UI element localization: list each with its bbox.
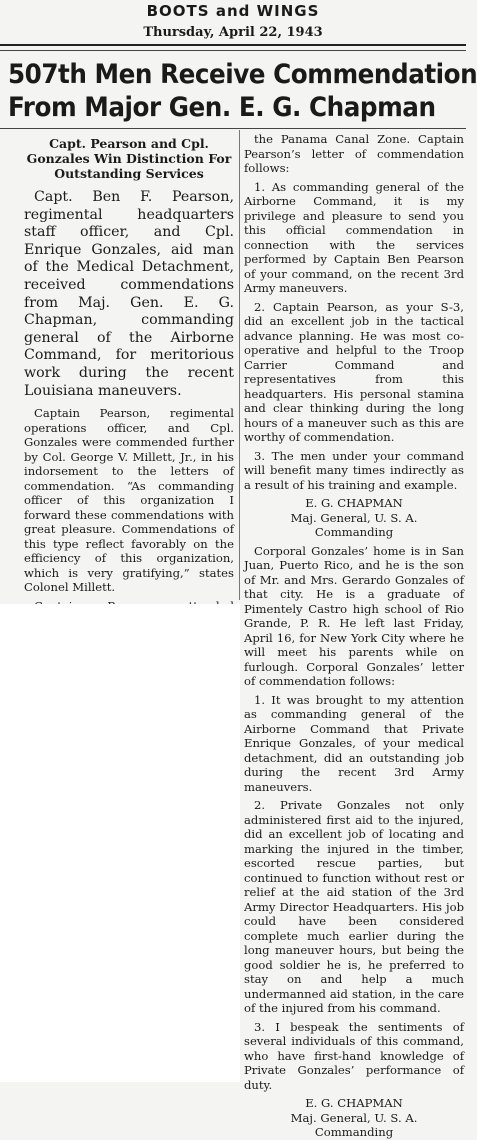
body-paragraph: Captain Pearson, regimental operations officer, and Cpl. Gonzales were commended further by Col. George V. Millett, Jr., in his indorsement to the letters of commendation. “As commanding officer of this organization I forward these commendations with great pleasure. Commendations of this type reflect favorably on the efficiency of this organization, which is very gratifying,” states Colonel Millett. (24, 406, 234, 595)
issue-date: Thursday, April 22, 1943 (143, 25, 323, 40)
signature-title: Commanding (314, 525, 394, 539)
signature-block (244, 1096, 464, 1140)
body-paragraph: Corporal Gonzales’ home is in San Juan, Puerto Rico, and he is the son of Mr. and Mrs. Gerardo Gonzales of that city. He is a graduate of Pimentely Castro high school of Rio Grande, P. R. He left last Friday, April 16, for New York City where he will meet his parents while on furlough. Corporal Gonzales’ letter of commendation follows: (244, 543, 464, 688)
subheadline: Capt. Pearson and Cpl. Gonzales Win Distinction For Outstanding Services (26, 136, 232, 181)
blank-area (0, 604, 240, 1082)
headline-line-2: From Major Gen. E. G. Chapman (8, 92, 436, 123)
signature-title: Commanding (314, 1125, 394, 1139)
letter-paragraph: 2. Captain Pearson, as your S-3, did an excellent job in the tactical advance planning. He was most co-operative and helpful to the Troop Carrier Command and representatives from this headquarters. His personal stamina and clear thinking during the long hours of a maneuver such as this are worthy of commendation. (244, 299, 464, 444)
masthead-rule-thin (0, 50, 466, 51)
body-paragraph: the Panama Canal Zone. Captain Pearson’s letter of commendation follows: (244, 132, 464, 175)
signature-block (244, 496, 464, 540)
lead-paragraph: Capt. Ben F. Pearson, regimental headquarters staff officer, and Cpl. Enrique Gonzales, aid man of the Medical Detachment, received commendations from Maj. Gen. E. G. Chapman, commanding general of the Airborne Command, for meritorious work during the recent Louisiana maneuvers. (24, 189, 234, 399)
letter-paragraph: 1. It was brought to my attention as commanding general of the Airborne Command that Private Enrique Gonzales, of your medical detachment, did an outstanding job during the recent 3rd Army maneuvers. (244, 692, 464, 794)
column-divider (239, 130, 240, 600)
headline-rule (0, 128, 466, 129)
signature-rank: Maj. General, U. S. A. (290, 510, 418, 525)
headline (8, 58, 477, 124)
signature-name: E. G. CHAPMAN (305, 496, 403, 510)
paper-name: BOOTS and WINGS (146, 2, 320, 20)
letter-paragraph: 3. The men under your command will benefit many times indirectly as a result of his training and example. (244, 448, 464, 492)
letter-paragraph: 3. I bespeak the sentiments of several individuals of this command, who have first-hand knowledge of Private Gonzales’ performance of duty. (244, 1019, 464, 1092)
left-column (24, 134, 234, 600)
headline-line-1: 507th Men Receive Commendation (8, 59, 477, 90)
signature-rank: Maj. General, U. S. A. (290, 1110, 418, 1125)
masthead-rule (0, 44, 466, 46)
letter-paragraph: 1. As commanding general of the Airborne Command, it is my privilege and pleasure to send you this official commendation in connection with the services performed by Captain Ben Pearson of your command, on the recent 3rd Army maneuvers. (244, 179, 464, 295)
right-column (244, 132, 464, 1139)
signature-name: E. G. CHAPMAN (305, 1096, 403, 1110)
letter-paragraph: 2. Private Gonzales not only administered first aid to the injured, did an excellent job of locating and marking the injured in the timber, escorted rescue parties, but continued to function without rest or relief at the aid station of the 3rd Army Director Headquarters. His job could have been considered complete much earlier during the long maneuver hours, but being the good soldier he is, he preferred to stay on and help a much undermanned aid station, in the care of the injured from his command. (244, 798, 464, 1015)
masthead (0, 0, 466, 48)
